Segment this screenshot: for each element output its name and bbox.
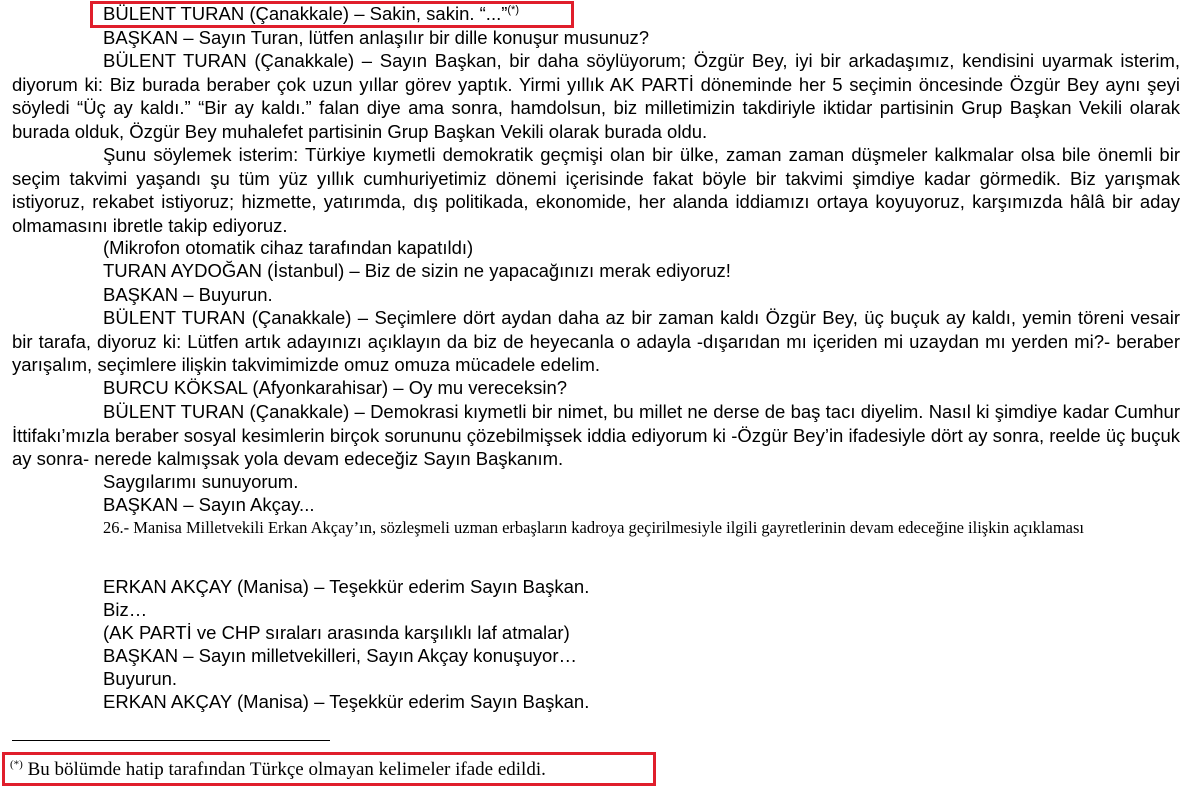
speech-line-16: BAŞKAN – Sayın milletvekilleri, Sayın Akçay konuşuyor… bbox=[103, 645, 577, 666]
speech-line-17: Buyurun. bbox=[103, 668, 178, 689]
speech-line-18: ERKAN AKÇAY (Manisa) – Teşekkür ederim Sayın Başkan. bbox=[103, 691, 590, 712]
speech-line-6: TURAN AYDOĞAN (İstanbul) – Biz de sizin ne yapacağınızı merak ediyoruz! bbox=[103, 260, 731, 281]
speech-line-14: Biz… bbox=[103, 599, 148, 620]
footnote-separator bbox=[12, 740, 330, 741]
footnote-text: Bu bölümde hatip tarafından Türkçe olmayan kelimeler ifade edildi. bbox=[22, 759, 546, 780]
speech-line-13: ERKAN AKÇAY (Manisa) – Teşekkür ederim Sayın Başkan. bbox=[103, 576, 590, 597]
speech-line-9: BURCU KÖKSAL (Afyonkarahisar) – Oy mu vereceksin? bbox=[103, 377, 568, 398]
speech-paragraph-3: BÜLENT TURAN (Çanakkale) – Sayın Başkan, bir daha söylüyorum; Özgür Bey, iyi bir arkadaşımız, kendisini uyarmak isterim, diyorum ki: Biz burada beraber çok uzun yıllar görev yaptık. Yirmi yıllık AK PARTİ döneminde her 5 seçimin öncesinde Özgür Bey aynı şeyi söyledi “Üç ay kaldı.” “Bir ay kaldı.” falan diye ama sonra, hamdolsun, biz milletimizin takdiriyle iktidar partisinin Grup Başkan Vekili olarak burada olduk, Özgür Bey muhalefet partisinin Grup Başkan Vekili olarak burada oldu. bbox=[12, 50, 1180, 142]
speech-line-12: BAŞKAN – Sayın Akçay... bbox=[103, 494, 315, 515]
speech-line-2: BAŞKAN – Sayın Turan, lütfen anlaşılır bir dille konuşur musunuz? bbox=[103, 27, 650, 48]
footnote-mark: (*) bbox=[10, 758, 23, 771]
speech-line-5: (Mikrofon otomatik cihaz tarafından kapatıldı) bbox=[103, 237, 474, 258]
speech-line-1-text: BÜLENT TURAN (Çanakkale) – Sakin, sakin. “...” bbox=[103, 3, 508, 24]
footnote bbox=[10, 757, 546, 783]
speech-line-15: (AK PARTİ ve CHP sıraları arasında karşılıklı laf atmalar) bbox=[103, 622, 570, 643]
footnote-reference-mark: (*) bbox=[507, 3, 519, 16]
speech-paragraph-4: Şunu söylemek isterim: Türkiye kıymetli demokratik geçmişi olan bir ülke, zaman zaman düşmeler kalkmalar olsa bile önemli bir seçim takvimi yaşandı şu tüm yüz yıllık cumhuriyetimiz dönemi içerisinde fakat böyle bir takvimi şimdiye kadar görmedik. Biz yarışmak istiyoruz, rekabet istiyoruz; hizmette, yatırımda, dış politikada, ekonomide, her alanda iddiamızı ortaya koyuyoruz, karşımızda hâlâ bir aday olmamasını ibretle takip ediyoruz. bbox=[12, 144, 1180, 236]
speech-line-1 bbox=[103, 2, 519, 26]
speech-line-11: Saygılarımı sunuyorum. bbox=[103, 471, 299, 492]
speech-paragraph-10: BÜLENT TURAN (Çanakkale) – Demokrasi kıymetli bir nimet, bu millet ne derse de baş tacı diyelim. Nasıl ki şimdiye kadar Cumhur İttifakı’mızla beraber sosyal kesimlerin birçok sorununu çözebilmişsek iddia ediyorum ki -Özgür Bey’in ifadesiyle dört ay sonra, reelde üç buçuk ay sonra- nerede kalmışsak yola devam edeceğiz Sayın Başkanım. bbox=[12, 401, 1180, 469]
speech-paragraph-8: BÜLENT TURAN (Çanakkale) – Seçimlere dört aydan daha az bir zaman kaldı Özgür Bey, üç buçuk ay kaldı, yemin töreni vesair bir tarafa, diyoruz ki: Lütfen artık adayınızı açıklayın da biz de heyecanla o adayla -dışarıdan mı içeriden mi uzaydan mı yerden mi?- beraber yarışalım, seçimlere ilişkin takvimimizde omuz omuza mücadele edelim. bbox=[12, 307, 1180, 375]
speech-line-7: BAŞKAN – Buyurun. bbox=[103, 284, 273, 305]
agenda-item-heading: 26.- Manisa Milletvekili Erkan Akçay’ın, sözleşmeli uzman erbaşların kadroya geçirilmesiyle ilgili gayretlerinin devam edeceğine ilişkin açıklaması bbox=[103, 518, 1084, 537]
